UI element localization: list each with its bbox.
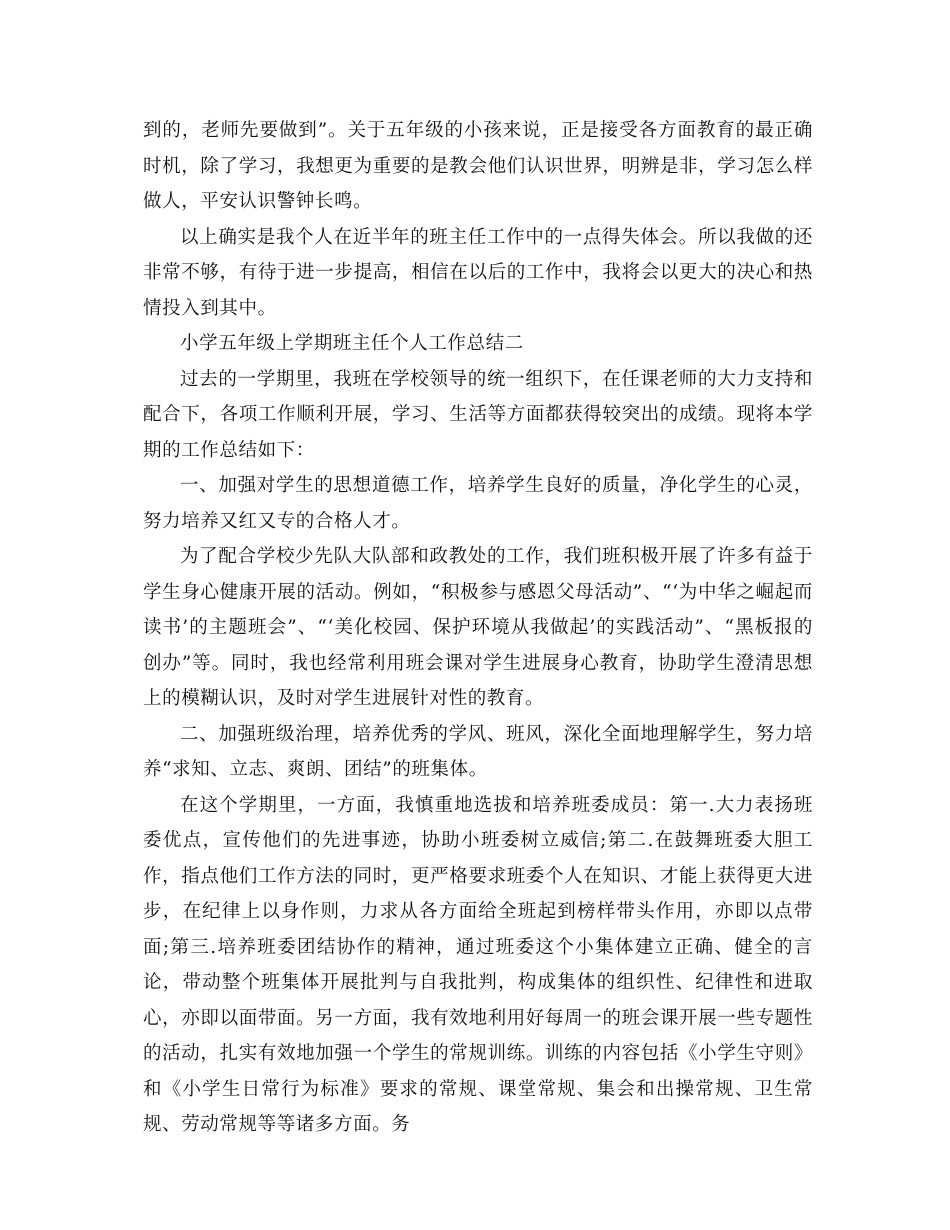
- paragraph-7: 在这个学期里，一方面，我慎重地选拔和培养班委成员：第一.大力表扬班委优点，宣传他们的先进事迹，协助小班委树立威信;第二.在鼓舞班委大胆工作，指点他们工作方法的同时，更严格要求班委个人在知识、才能上获得更大进步，在纪律上以身作则，力求从各方面给全班起到榜样带头作用，亦即以点带面;第三.培养班委团结协作的精神，通过班委这个小集体建立正确、健全的言论，带动整个班集体开展批判与自我批判，构成集体的组织性、纪律性和进取心，亦即以面带面。另一方面，我有效地利用好每周一的班会课开展一些专题性的活动，扎实有效地加强一个学生的常规训练。训练的内容包括《小学生守则》和《小学生日常行为标准》要求的常规、课堂常规、集会和出操常规、卫生常规、劳动常规等等诸多方面。务: [143, 794, 813, 1135]
- document-body: [143, 113, 813, 1143]
- section-heading: 小学五年级上学期班主任个人工作总结二: [180, 333, 524, 354]
- paragraph-4: 一、加强对学生的思想道德工作，培养学生良好的质量，净化学生的心灵，努力培养又红又专的合格人才。: [143, 475, 813, 532]
- paragraph-5: 为了配合学校少先队大队部和政教处的工作，我们班积极开展了许多有益于学生身心健康开展的活动。例如，“积极参与感恩父母活动”、“‘为中华之崛起而读书’的主题班会”、“‘美化校园、保护环境从我做起’的实践活动”、“黑板报的创办”等。同时，我也经常利用班会课对学生进展身心教育，协助学生澄清思想上的模糊认识，及时对学生进展针对性的教育。: [143, 546, 813, 709]
- paragraph-1: 到的，老师先要做到”。关于五年级的小孩来说，正是接受各方面教育的最正确时机，除了学习，我想更为重要的是教会他们认识世界，明辨是非，学习怎么样做人，平安认识警钟长鸣。: [143, 120, 813, 212]
- paragraph-3: 过去的一学期里，我班在学校领导的统一组织下，在任课老师的大力支持和配合下，各项工作顺利开展，学习、生活等方面都获得较突出的成绩。现将本学期的工作总结如下：: [143, 368, 813, 461]
- paragraph-6: 二、加强班级治理，培养优秀的学风、班风，深化全面地理解学生，努力培养“求知、立志、爽朗、团结”的班集体。: [143, 723, 813, 780]
- paragraph-2: 以上确实是我个人在近半年的班主任工作中的一点得失体会。所以我做的还非常不够，有待于进一步提高，相信在以后的工作中，我将会以更大的决心和热情投入到其中。: [143, 226, 813, 319]
